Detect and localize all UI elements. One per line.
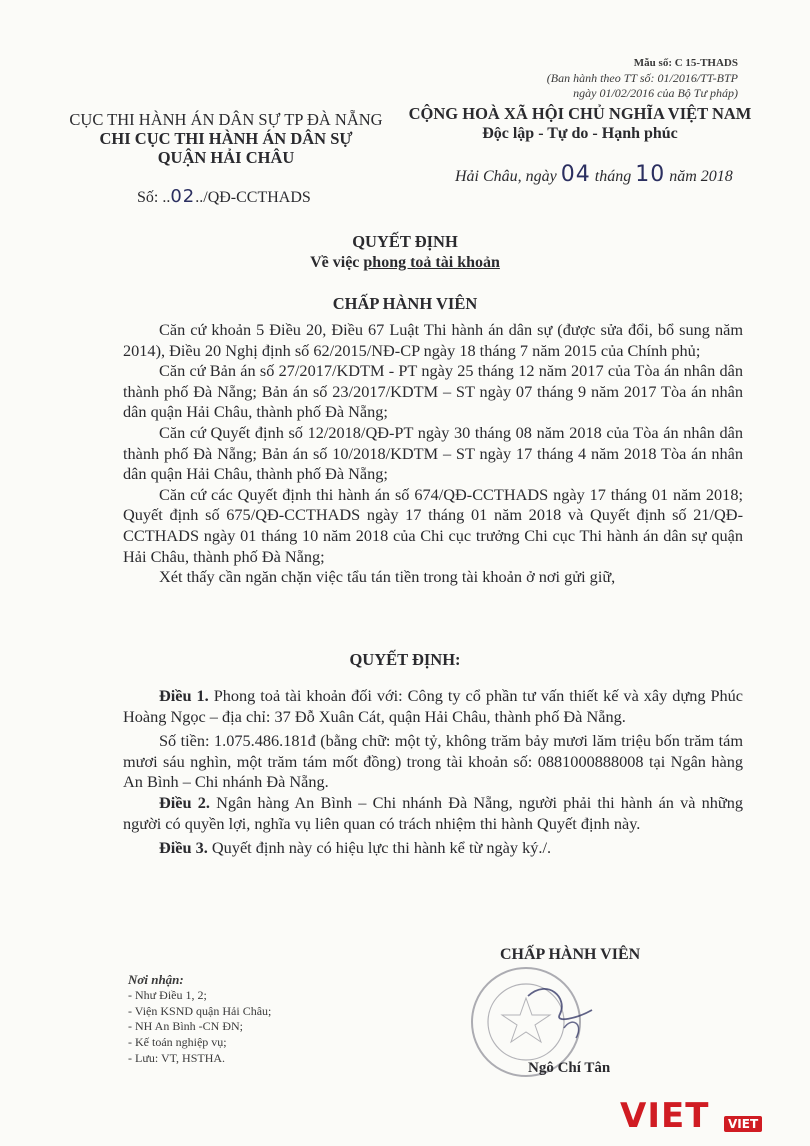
number-handwritten: 02 xyxy=(170,186,196,207)
authority-heading: CHẤP HÀNH VIÊN xyxy=(332,294,478,313)
date-day-handwritten: 04 xyxy=(560,162,591,187)
form-issued-date: ngày 01/02/2016 của Bộ Tư pháp) xyxy=(573,86,738,100)
agency-line-2: CHI CỤC THI HÀNH ÁN DÂN SỰ xyxy=(99,129,353,148)
date-place: Hải Châu, ngày xyxy=(455,168,557,185)
article-1-label: Điều 1. xyxy=(159,686,209,705)
signer-name: Ngô Chí Tân xyxy=(528,1060,611,1076)
viet-logo xyxy=(620,1096,770,1138)
recipient-item: - NH An Bình -CN ĐN; xyxy=(128,1019,244,1034)
form-code-block xyxy=(547,56,738,101)
form-issued-by: (Ban hành theo TT số: 01/2016/TT-BTP xyxy=(546,71,738,85)
ground-4: Căn cứ các Quyết định thi hành án số 674/QĐ-CCTHADS ngày 17 tháng 01 năm 2018; Quyết định số 675/QĐ-CCTHADS ngày 17 tháng 01 năm 2018 và Quyết định số 21/QĐ-CCTHADS ngày 01 tháng 10 năm 2018 của Chi cục trưởng Chi cục Thi hành án dân sự quận Hải Châu, thành phố Đà Nẵng; xyxy=(123,484,743,566)
republic-motto: Độc lập - Tự do - Hạnh phúc xyxy=(482,125,678,142)
viet-logo-badge: VIET xyxy=(724,1116,762,1132)
document-title: QUYẾT ĐỊNH xyxy=(352,232,458,251)
recipient-item: - Lưu: VT, HSTHA. xyxy=(128,1050,226,1065)
recipient-item: - Viện KSND quận Hải Châu; xyxy=(128,1003,272,1018)
agency-header xyxy=(66,110,386,167)
signature-title: CHẤP HÀNH VIÊN xyxy=(500,946,641,963)
article-1-amount: Số tiền: 1.075.486.181đ (bằng chữ: một tỷ, không trăm bảy mươi lăm triệu bốn trăm tám mươi sáu nghìn, một trăm tám mốt đồng) trong tài khoản số: 0881000888008 tại Ngân hàng An Bình – Chi nhánh Đà Nẵng. xyxy=(123,731,743,792)
subtitle-subject: phong toả tài khoản xyxy=(363,254,500,271)
article-1-text: Phong toả tài khoản đối với: Công ty cổ phần tư vấn thiết kế và xây dựng Phúc Hoàng Ngọc – địa chỉ: 37 Đỗ Xuân Cát, quận Hải Châu, thành phố Đà Nẵng. xyxy=(123,686,744,726)
decision-heading: QUYẾT ĐỊNH: xyxy=(349,650,461,669)
grounds-section xyxy=(123,320,743,588)
article-2 xyxy=(123,793,743,834)
agency-line-3: QUẬN HẢI CHÂU xyxy=(157,148,295,167)
republic-name: CỘNG HOÀ XÃ HỘI CHỦ NGHĨA VIỆT NAM xyxy=(408,104,752,123)
issue-date xyxy=(455,162,733,187)
viet-logo-wordmark: VIET xyxy=(620,1096,710,1136)
recipient-item: - Kế toán nghiệp vụ; xyxy=(128,1035,227,1050)
article-1 xyxy=(123,686,743,727)
number-prefix: Số: .. xyxy=(137,189,171,206)
article-3-label: Điều 3. xyxy=(159,838,208,858)
date-year: năm 2018 xyxy=(669,168,733,185)
articles-section xyxy=(123,686,743,859)
date-month-label: tháng xyxy=(594,168,632,185)
article-3-text: Quyết định này có hiệu lực thi hành kể từ ngày ký./. xyxy=(211,838,552,858)
ground-5: Xét thấy cần ngăn chặn việc tẩu tán tiền trong tài khoản ở nơi gửi giữ, xyxy=(159,567,616,587)
form-code: Mẫu số: C 15-THADS xyxy=(633,57,738,69)
ground-2: Căn cứ Bản án số 27/2017/KDTM - PT ngày 25 tháng 12 năm 2017 của Tòa án nhân dân thành phố Đà Nẵng; Bản án số 23/2017/KDTM – ST ngày 07 tháng 9 năm 2017 Tòa án nhân dân quận Hải Châu, thành phố Đà Nẵng; xyxy=(123,361,743,422)
subtitle-prefix: Về việc xyxy=(310,254,360,271)
agency-line-1: CỤC THI HÀNH ÁN DÂN SỰ TP ĐÀ NẴNG xyxy=(69,110,383,129)
republic-header xyxy=(400,104,760,144)
article-2-label: Điều 2. xyxy=(159,792,210,812)
recipient-item: - Như Điều 1, 2; xyxy=(128,987,207,1002)
ground-3: Căn cứ Quyết định số 12/2018/QĐ-PT ngày 30 tháng 08 năm 2018 của Tòa án nhân dân thành phố Đà Nẵng; Bản án số 10/2018/KDTM – ST ngày 17 tháng 4 năm 2018 Tòa án nhân dân quận Hải Châu, thành phố Đà Nẵng; xyxy=(123,422,743,484)
ground-1: Căn cứ khoản 5 Điều 20, Điều 67 Luật Thi hành án dân sự (được sửa đổi, bổ sung năm 2014), Điều 20 Nghị định số 62/2015/NĐ-CP ngày 18 tháng 7 năm 2015 của Chính phủ; xyxy=(123,320,743,360)
recipients-heading: Nơi nhận: xyxy=(128,972,184,987)
document-number xyxy=(137,186,311,207)
document-subtitle xyxy=(0,254,810,272)
article-2-text: Ngân hàng An Bình – Chi nhánh Đà Nẵng, người phải thi hành án và những người có quyền lợi, nghĩa vụ liên quan có trách nhiệm thi hành Quyết định này. xyxy=(123,792,743,833)
date-month-handwritten: 10 xyxy=(635,162,666,187)
recipients-list xyxy=(128,972,271,1067)
number-suffix: ../QĐ-CCTHADS xyxy=(195,189,311,206)
article-3 xyxy=(123,838,743,859)
